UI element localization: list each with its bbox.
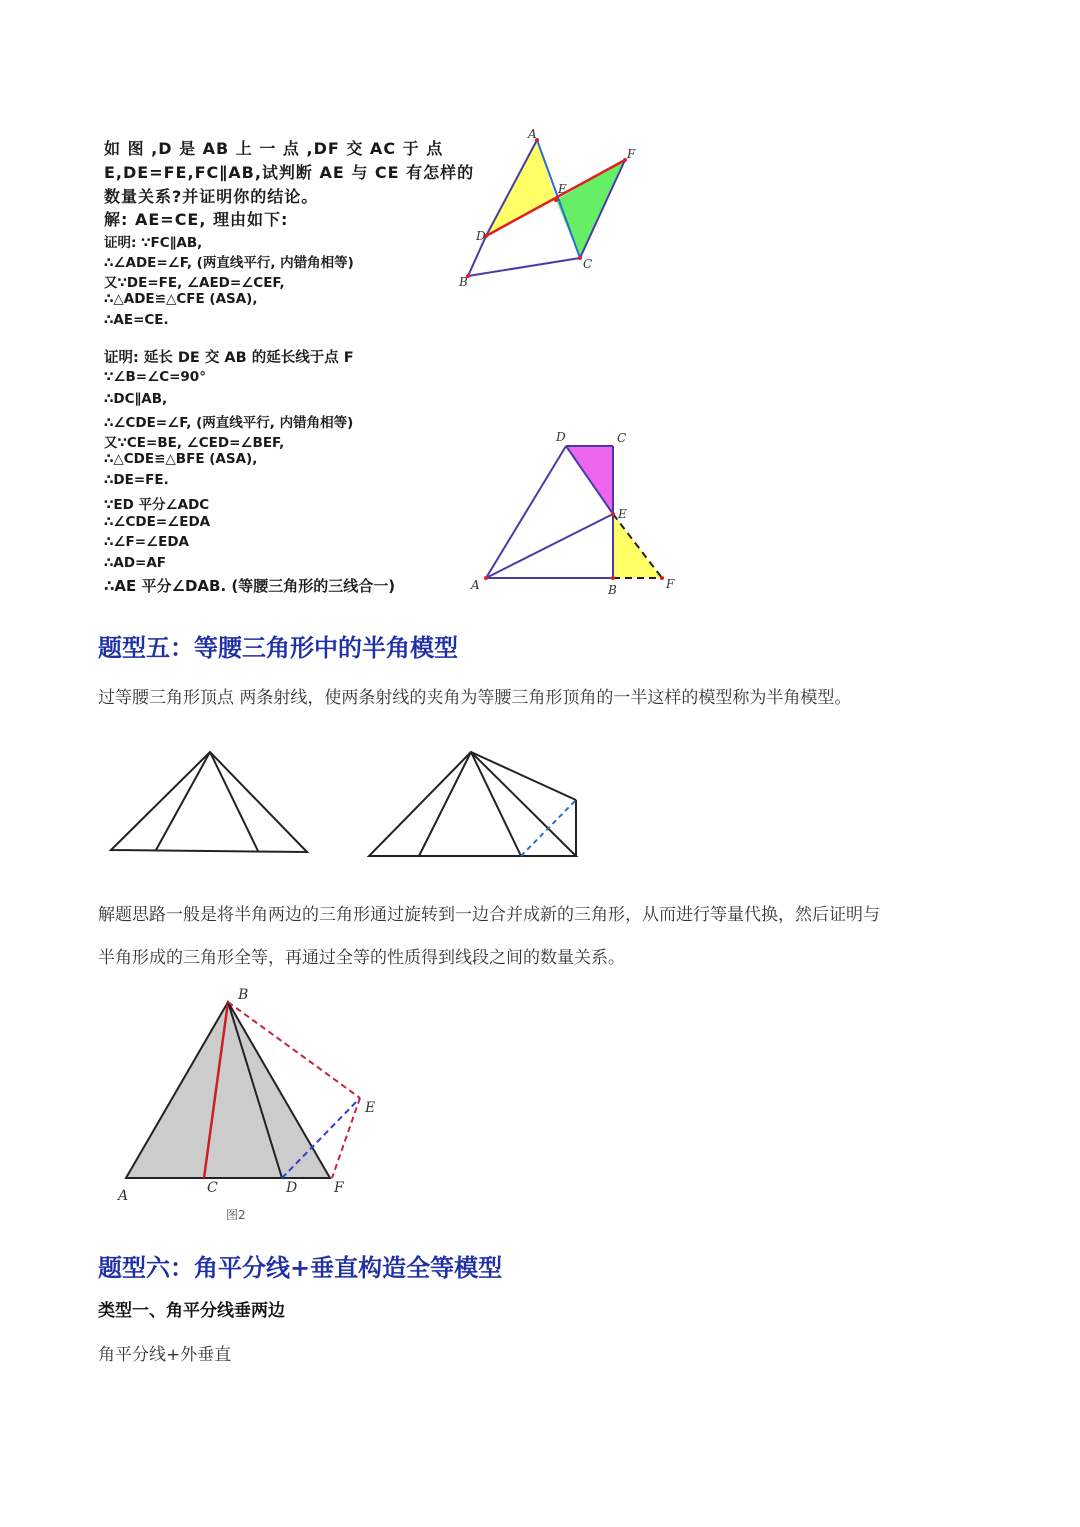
section5-method-line: 半角形成的三角形全等，再通过全等的性质得到线段之间的数量关系。 — [98, 948, 625, 968]
label-A: A — [118, 1188, 129, 1204]
figure-caption: 图2 — [226, 1208, 246, 1222]
proof-line: 证明: 延长 DE 交 AB 的延长线于点 F — [104, 350, 354, 366]
proof-line: ∴DC∥AB, — [104, 391, 168, 407]
section6-subheading: 类型一、角平分线垂两边 — [98, 1301, 285, 1321]
label-B: B — [238, 987, 249, 1003]
triangle-CFE-fill — [556, 160, 625, 258]
proof-line: ∴AE 平分∠DAB. (等腰三角形的三线合一) — [104, 577, 396, 595]
section5-heading: 题型五：等腰三角形中的半角模型 — [98, 634, 458, 662]
proof-line: ∴AD=AF — [104, 555, 167, 571]
label-E: E — [558, 182, 567, 196]
answer-line: 解: AE=CE, 理由如下: — [104, 210, 289, 229]
half-angle-figure-3 — [110, 982, 390, 1222]
proof-line: ∴∠ADE=∠F, (两直线平行, 内错角相等) — [104, 255, 354, 271]
proof-line: ∵∠B=∠C=90° — [104, 369, 206, 385]
label-F: F — [627, 147, 636, 161]
label-C: C — [617, 431, 627, 445]
problem1-figure — [455, 125, 645, 295]
label-C: C — [583, 257, 593, 271]
half-angle-figure-1 — [100, 740, 315, 860]
proof-line: ∴∠CDE=∠F, (两直线平行, 内错角相等) — [104, 415, 354, 431]
proof-line: 又∵DE=FE, ∠AED=∠CEF, — [104, 275, 285, 291]
proof-line: 又∵CE=BE, ∠CED=∠BEF, — [104, 435, 285, 451]
proof-line: ∴∠F=∠EDA — [104, 534, 190, 550]
triangle-ADE-fill — [486, 140, 556, 236]
proof-line: 证明: ∵FC∥AB, — [104, 235, 203, 251]
proof-line: ∴AE=CE. — [104, 312, 169, 328]
label-D: D — [476, 229, 486, 243]
label-E: E — [365, 1100, 376, 1116]
problem2-figure — [470, 430, 680, 600]
label-E: E — [618, 507, 627, 521]
question-line: 如 图 ,D 是 AB 上 一 点 ,DF 交 AC 于 点 — [104, 139, 444, 158]
label-B: B — [608, 583, 617, 597]
label-A: A — [471, 578, 480, 592]
proof-line: ∴△ADE≌△CFE (ASA), — [104, 291, 258, 307]
label-C: C — [207, 1180, 218, 1196]
question-line: E,DE=FE,FC∥AB,试判断 AE 与 CE 有怎样的 — [104, 163, 475, 182]
label-D: D — [556, 430, 566, 444]
section6-heading: 题型六：角平分线+垂直构造全等模型 — [98, 1254, 503, 1282]
label-D: D — [286, 1180, 298, 1196]
label-F: F — [666, 577, 675, 591]
section6-text: 角平分线+外垂直 — [98, 1345, 232, 1365]
section5-intro: 过等腰三角形顶点 两条射线，使两条射线的夹角为等腰三角形顶角的一半这样的模型称为半角模型。 — [98, 688, 852, 708]
proof-line: ∴DE=FE. — [104, 472, 169, 488]
proof-line: ∴∠CDE=∠EDA — [104, 514, 211, 530]
label-A: A — [528, 127, 537, 141]
label-B: B — [459, 275, 468, 289]
section5-method-line: 解题思路一般是将半角两边的三角形通过旋转到一边合并成新的三角形，从而进行等量代换，然后证明与 — [98, 905, 880, 925]
label-F: F — [334, 1180, 344, 1196]
question-line: 数量关系?并证明你的结论。 — [104, 187, 319, 206]
proof-line: ∵ED 平分∠ADC — [104, 497, 210, 513]
half-angle-figure-2 — [360, 740, 585, 865]
proof-line: ∴△CDE≌△BFE (ASA), — [104, 451, 258, 467]
